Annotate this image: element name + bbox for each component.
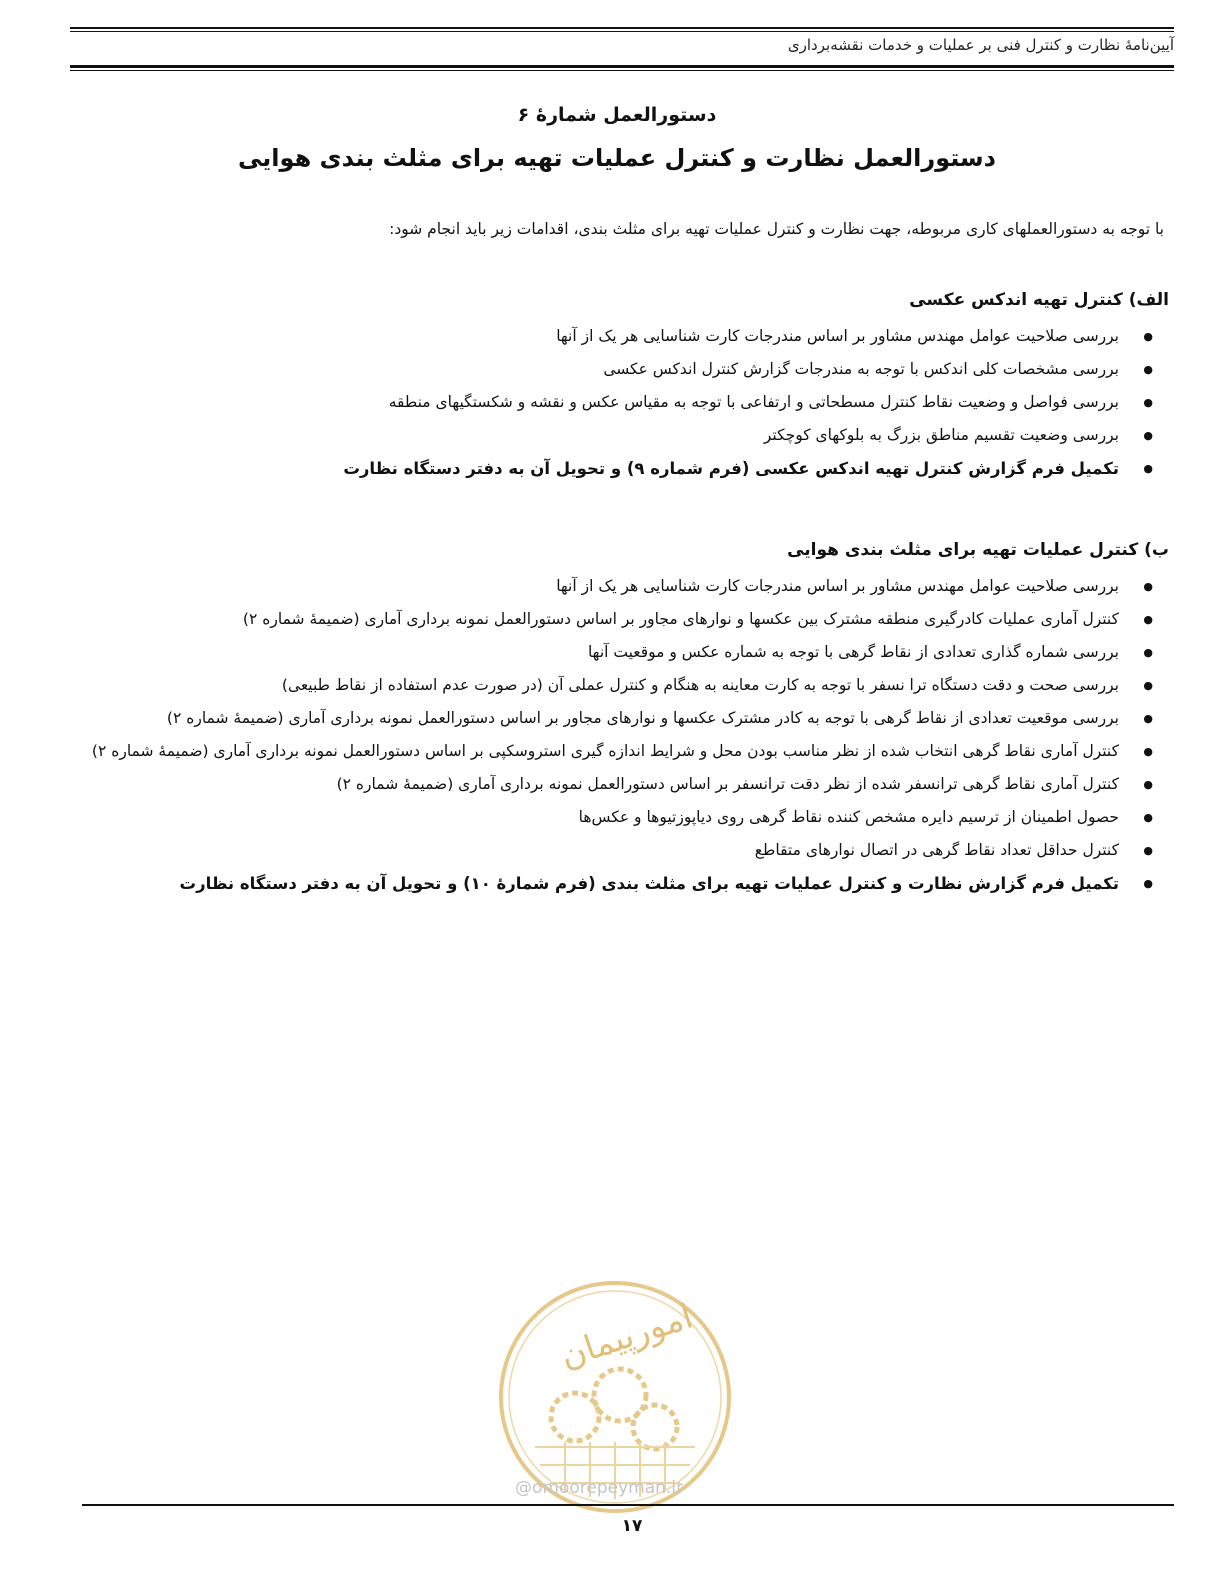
list-item: ● تکمیل فرم گزارش کنترل تهیه اندکس عکسی (فرم شماره ۹) و تحویل آن به دفتر دستگاه نظارت: [69, 452, 1169, 485]
list-item: ● حصول اطمینان از ترسیم دایره مشخص کننده نقاط گرهی روی دیاپوزتیوها و عکس‌ها: [69, 801, 1169, 834]
website-watermark: @omoorepeyman.ir: [515, 1478, 684, 1498]
section-heading: الف) کنترل تهیه اندکس عکسی: [909, 290, 1169, 310]
document-number: دستورالعمل شمارهٔ ۶: [517, 104, 717, 126]
list-item: ● بررسی مشخصات کلی اندکس با توجه به مندرجات گزارش کنترل اندکس عکسی: [69, 353, 1169, 386]
list-item: ● بررسی صحت و دقت دستگاه ترا نسفر با توجه به کارت معاینه به هنگام و کنترل عملی آن (در صورت عدم استفاده از نقاط طبیعی): [69, 669, 1169, 702]
header-rule-bottom-thin: [70, 70, 1174, 71]
list-item: ● بررسی موقعیت تعدادی از نقاط گرهی با توجه به کادر مشترک عکسها و نوارهای مجاور بر اساس دستورالعمل نمونه برداری آماری (ضمیمهٔ شماره ۲): [69, 702, 1169, 735]
section-photo-index: [69, 290, 1169, 485]
section-aerial-triangulation: [69, 540, 1169, 900]
section-list: [69, 320, 1169, 485]
intro-paragraph: با توجه به دستورالعملهای کاری مربوطه، جهت نظارت و کنترل عملیات تهیه برای مثلث بندی، اقدامات زیر باید انجام شود:: [389, 220, 1164, 238]
list-item: ● کنترل آماری نقاط گرهی انتخاب شده از نظر مناسب بودن محل و شرایط اندازه گیری استروسکپی بر اساس دستورالعمل نمونه برداری آماری (ضمیمهٔ شماره ۲): [69, 735, 1169, 768]
page-number: ۱۷: [621, 1516, 643, 1536]
header-rule-top: [70, 27, 1174, 29]
running-header: آیین‌نامهٔ نظارت و کنترل فنی بر عملیات و خدمات نقشه‌برداری: [787, 36, 1174, 54]
list-item: ● کنترل آماری نقاط گرهی ترانسفر شده از نظر دقت ترانسفر بر اساس دستورالعمل نمونه برداری آماری (ضمیمهٔ شماره ۲): [69, 768, 1169, 801]
header-rule-bottom: [70, 65, 1174, 68]
list-item: ● بررسی وضعیت تقسیم مناطق بزرگ به بلوکهای کوچکتر: [69, 419, 1169, 452]
list-item: ● کنترل حداقل تعداد نقاط گرهی در اتصال نوارهای متقاطع: [69, 834, 1169, 867]
list-item: ● بررسی صلاحیت عوامل مهندس مشاور بر اساس مندرجات کارت شناسایی هر یک از آنها: [69, 320, 1169, 353]
header-rule-top-thin: [70, 31, 1174, 32]
svg-text:امورپیمان: امورپیمان: [555, 1296, 698, 1377]
list-item: ● کنترل آماری عملیات کادرگیری منطقه مشترک بین عکسها و نوارهای مجاور بر اساس دستورالعمل نمونه برداری آماری (ضمیمهٔ شماره ۲): [69, 603, 1169, 636]
list-item: ● بررسی شماره گذاری تعدادی از نقاط گرهی با توجه به شماره عکس و موقعیت آنها: [69, 636, 1169, 669]
document-title: دستورالعمل نظارت و کنترل عملیات تهیه برای مثلث بندی هوایی: [238, 144, 996, 172]
list-item: ● بررسی صلاحیت عوامل مهندس مشاور بر اساس مندرجات کارت شناسایی هر یک از آنها: [69, 570, 1169, 603]
section-list: [69, 570, 1169, 900]
list-item: ● بررسی فواصل و وضعیت نقاط کنترل مسطحاتی و ارتفاعی با توجه به مقیاس عکس و نقشه و شکستگیهای منطقه: [69, 386, 1169, 419]
footer-rule: [82, 1504, 1174, 1506]
section-heading: ب) کنترل عملیات تهیه برای مثلث بندی هوایی: [787, 540, 1169, 560]
list-item: ● تکمیل فرم گزارش نظارت و کنترل عملیات تهیه برای مثلث بندی (فرم شمارهٔ ۱۰) و تحویل آن به دفتر دستگاه نظارت: [69, 867, 1169, 900]
